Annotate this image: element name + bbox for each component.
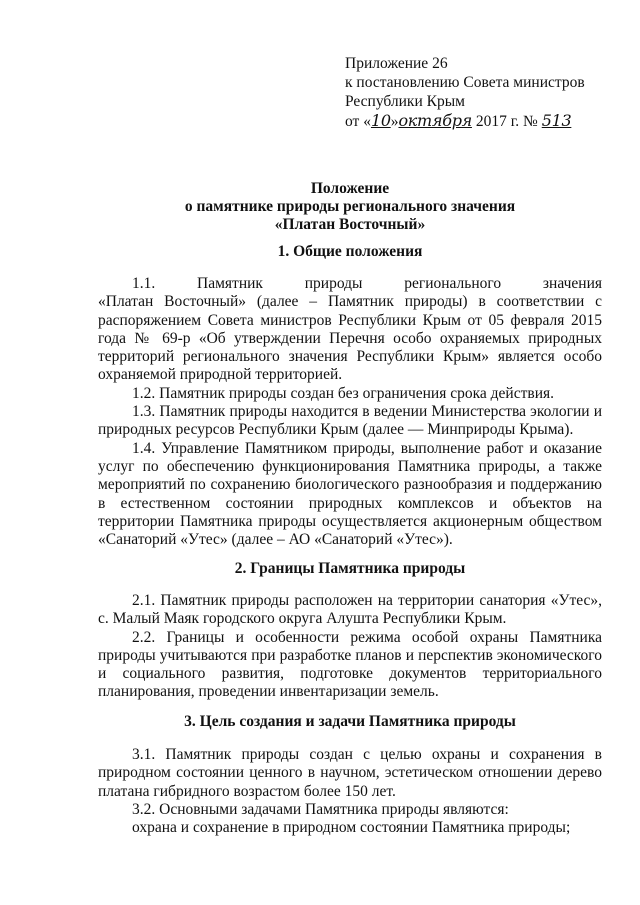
- section-3-heading: 3. Цель создания и задачи Памятника природы: [184, 713, 516, 730]
- title-line-2: о памятнике природы регионального значения: [184, 198, 516, 215]
- date-year: 2017 г. №: [471, 113, 542, 130]
- handwritten-number: 513: [541, 111, 572, 130]
- paragraph-1-2: 1.2. Памятник природы создан без ограничения срока действия.: [132, 384, 554, 402]
- date-prefix: от «: [345, 113, 371, 130]
- section-1-body: [98, 275, 602, 549]
- section-2-heading: 2. Границы Памятника природы: [234, 560, 466, 577]
- document-title: [60, 180, 640, 234]
- paragraph-2-2: 2.2. Границы и особенности режима особой охраны Памятника природы учитываются при разработке планов и перспектив экономического и социального развития, подготовке документов территориального планирования, проведении инвентаризации земель.: [98, 628, 602, 701]
- paragraph-3-2: 3.2. Основными задачами Памятника природы являются:: [132, 800, 509, 818]
- handwritten-month: октября: [398, 111, 472, 130]
- handwritten-day: 10: [370, 111, 391, 130]
- paragraph-1-1-first-line: 1.1. Памятник природы регионального значения: [132, 275, 602, 292]
- section-3-body: [98, 746, 602, 837]
- date-mid: »: [390, 113, 399, 130]
- appendix-line-2: к постановлению Совета министров: [345, 74, 585, 91]
- paragraph-3-2-item: охрана и сохранение в природном состоянии Памятника природы;: [132, 819, 571, 837]
- appendix-block: [345, 54, 615, 131]
- appendix-date-line: [345, 111, 615, 131]
- appendix-line-1: Приложение 26: [345, 55, 448, 72]
- paragraph-1-4: 1.4. Управление Памятником природы, выполнение работ и оказание услуг по обеспечению функционирования Памятника природы, а также мероприятий по сохранению биологического разнообразия и поддержанию в естественном состоянии природных комплексов и объектов на территории Памятника природы осуществляется акционерным обществом «Санаторий «Утес» (далее – АО «Санаторий «Утес»).: [98, 439, 602, 549]
- appendix-line-3: Республики Крым: [345, 93, 465, 110]
- paragraph-1-3: 1.3. Памятник природы находится в ведении Министерства экологии и природных ресурсов Республики Крым (далее — Минприроды Крыма).: [98, 403, 602, 439]
- paragraph-3-1: 3.1. Памятник природы создан с целью охраны и сохранения в природном состоянии ценного в научном, эстетическом отношении дерево платана гибридного возрастом более 150 лет.: [98, 746, 602, 800]
- section-1-heading: 1. Общие положения: [277, 243, 423, 260]
- paragraph-1-1: «Платан Восточный» (далее – Памятник природы) в соответствии с распоряжением Совета министров Республики Крым от 05 февраля 2015 года № 69-р «Об утверждении Перечня особо охраняемых природных территорий регионального значения Республики Крым» является особо охраняемой природной территорией.: [98, 293, 602, 384]
- section-2-body: [98, 592, 602, 702]
- title-line-1: Положение: [310, 180, 390, 197]
- paragraph-2-1: 2.1. Памятник природы расположен на территории санатория «Утес», с. Малый Маяк городского округа Алушта Республики Крым.: [98, 592, 602, 628]
- title-line-3: «Платан Восточный»: [274, 216, 426, 233]
